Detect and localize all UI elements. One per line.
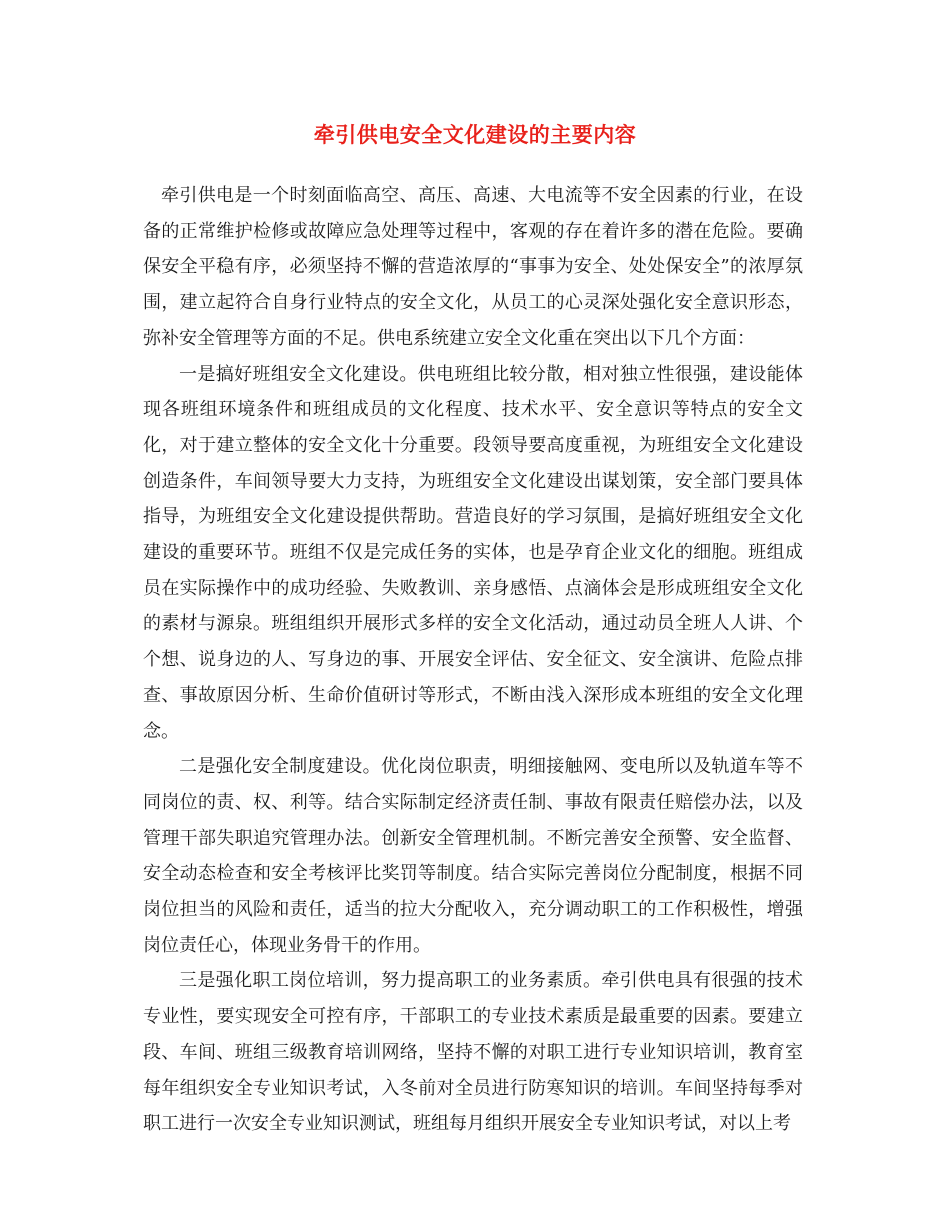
document-title: 牵引供电安全文化建设的主要内容 <box>313 122 637 147</box>
paragraph-intro: 牵引供电是一个时刻面临高空、高压、高速、大电流等不安全因素的行业，在设备的正常维护检修或故障应急处理等过程中，客观的存在着许多的潜在危险。要确保安全平稳有序，必须坚持不懈的营造浓厚的“事事为安全、处处保安全”的浓厚氛围，建立起符合自身行业特点的安全文化，从员工的心灵深处强化安全意识形态，弥补安全管理等方面的不足。供电系统建立安全文化重在突出以下几个方面： <box>143 185 803 349</box>
paragraph-team-safety-culture: 一是搞好班组安全文化建设。供电班组比较分散，相对独立性很强，建设能体现各班组环境条件和班组成员的文化程度、技术水平、安全意识等特点的安全文化，对于建立整体的安全文化十分重要。段领导要高度重视，为班组安全文化建设创造条件，车间领导要大力支持，为班组安全文化建设出谋划策，安全部门要具体指导，为班组安全文化建设提供帮助。营造良好的学习氛围，是搞好班组安全文化建设的重要环节。班组不仅是完成任务的实体，也是孕育企业文化的细胞。班组成员在实际操作中的成功经验、失败教训、亲身感悟、点滴体会是形成班组安全文化的素材与源泉。班组组织开展形式多样的安全文化活动，通过动员全班人人讲、个个想、说身边的人、写身边的事、开展安全评估、安全征文、安全演讲、危险点排查、事故原因分析、生命价值研讨等形式，不断由浅入深形成本班组的安全文化理念。 <box>143 363 803 742</box>
document-body <box>143 178 803 1142</box>
paragraph-safety-system: 二是强化安全制度建设。优化岗位职责，明细接触网、变电所以及轨道车等不同岗位的责、权、利等。结合实际制定经济责任制、事故有限责任赔偿办法，以及管理干部失职追究管理办法。创新安全管理机制。不断完善安全预警、安全监督、安全动态检查和安全考核评比奖罚等制度。结合实际完善岗位分配制度，根据不同岗位担当的风险和责任，适当的拉大分配收入，充分调动职工的工作积极性，增强岗位责任心，体现业务骨干的作用。 <box>143 756 803 956</box>
paragraph-staff-training: 三是强化职工岗位培训，努力提高职工的业务素质。牵引供电具有很强的技术专业性，要实现安全可控有序，干部职工的专业技术素质是最重要的因素。要建立段、车间、班组三级教育培训网络，坚持不懈的对职工进行专业知识培训，教育室每年组织安全专业知识考试，入冬前对全员进行防寒知识的培训。车间坚持每季对职工进行一次安全专业知识测试，班组每月组织开展安全专业知识考试，对以上考 <box>143 970 803 1135</box>
